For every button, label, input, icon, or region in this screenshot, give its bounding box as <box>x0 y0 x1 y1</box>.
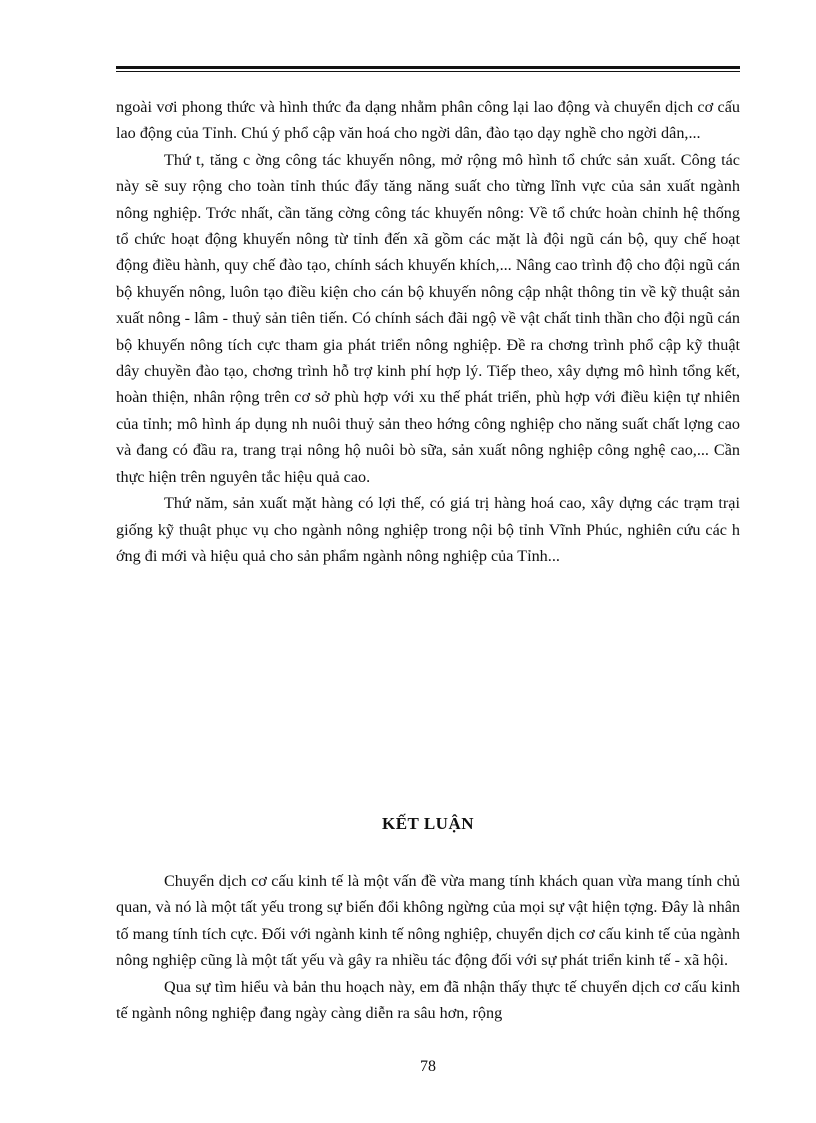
page-number: 78 <box>420 1058 436 1075</box>
body-text-top <box>116 94 740 569</box>
paragraph-thu-nam: Thứ năm, sản xuất mặt hàng có lợi thế, có giá trị hàng hoá cao, xây dựng các trạm trại giống kỹ thuật phục vụ cho ngành nông nghiệp trong nội bộ tỉnh Vĩnh Phúc, nghiên cứu các h ớng đi mới và hiệu quả cho sản phẩm ngành nông nghiệp của Tỉnh... <box>116 494 740 565</box>
section-heading: KẾT LUẬN <box>381 814 474 833</box>
paragraph-thu-tu: Thứ t, tăng c ờng công tác khuyến nông, mở rộng mô hình tổ chức sản xuất. Công tác này sẽ suy rộng cho toàn tỉnh thúc đẩy tăng năng suất cho từng lĩnh vực của sản xuất ngành nông nghiệp. Trớc nhất, cần tăng cờng công tác khuyến nông: Về tổ chức hoàn chỉnh hệ thống tổ chức hoạt động khuyến nông từ tỉnh đến xã gồm các mặt là đội ngũ cán bộ, quy chế hoạt động điều hành, quy chế đào tạo, chính sách khuyến khích,... Nâng cao trình độ cho đội ngũ cán bộ khuyến nông, luôn tạo điều kiện cho cán bộ khuyến nông cập nhật thông tin về kỹ thuật sản xuất nông - lâm - thuỷ sản tiên tiến. Có chính sách đãi ngộ về vật chất tinh thần cho đội ngũ cán bộ khuyến nông tích cực tham gia phát triển nông nghiệp. Đề ra chơng trình phổ cập kỹ thuật dây chuyền đào tạo, chơng trình hỗ trợ kinh phí hợp lý. Tiếp theo, xây dựng mô hình tổng kết, hoàn thiện, nhân rộng trên cơ sở phù hợp với xu thế phát triển, phù hợp với điều kiện tự nhiên của tỉnh; mô hình áp dụng nh nuôi thuỷ sản theo hớng công nghiệp cho năng suất chất lợng cao và đang có đầu ra, trang trại nông hộ nuôi bò sữa, sản xuất nông nghiệp công nghệ cao,... Cần thực hiện trên nguyên tắc hiệu quả cao. <box>116 150 740 486</box>
paragraph-conclusion-2: Qua sự tìm hiểu và bản thu hoạch này, em đã nhận thấy thực tế chuyển dịch cơ cấu kinh tế ngành nông nghiệp đang ngày càng diễn ra sâu hơn, rộng <box>116 977 740 1023</box>
paragraph-conclusion-1: Chuyển dịch cơ cấu kinh tế là một vấn đề vừa mang tính khách quan vừa mang tính chủ quan, và nó là một tất yếu trong sự biến đổi không ngừng của mọi sự vật hiện tợng. Đây là nhân tố mang tính tích cực. Đối với ngành kinh tế nông nghiệp, chuyển dịch cơ cấu kinh tế của ngành nông nghiệp cũng là một tất yếu và gây ra nhiều tác động đối với sự phát triển kinh tế - xã hội. <box>116 872 740 970</box>
header-double-rule <box>116 66 740 72</box>
body-text-conclusion <box>116 868 740 1026</box>
paragraph-continuation: ngoài vơi phong thức và hình thức đa dạng nhằm phân công lại lao động và chuyển dịch cơ cấu lao động của Tỉnh. Chú ý phổ cập văn hoá cho ngời dân, đào tạo dạy nghề cho ngời dân,... <box>116 98 740 143</box>
